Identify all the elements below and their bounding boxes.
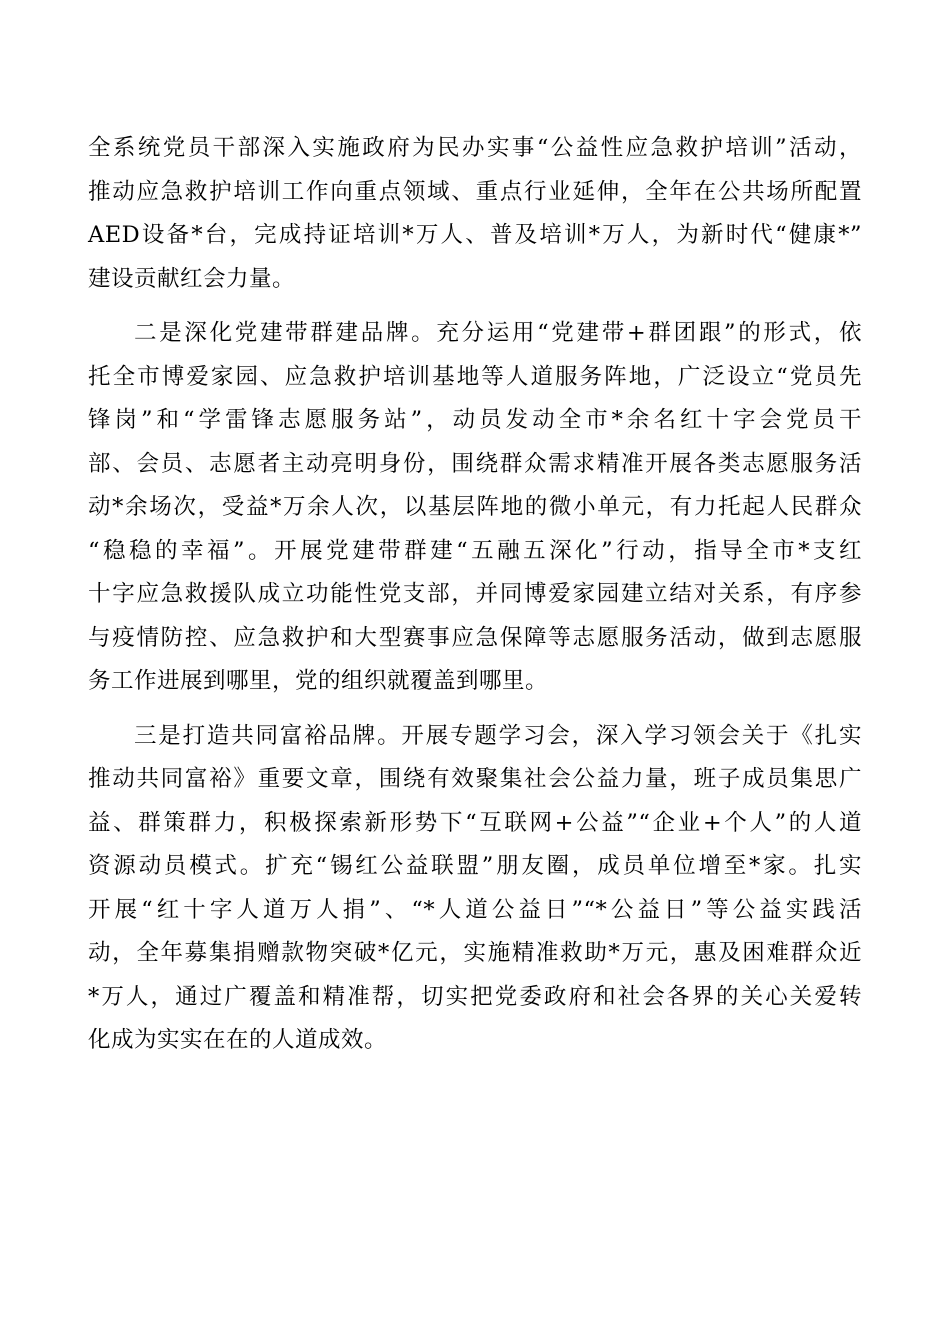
text-line: 化成为实实在在的人道成效。	[88, 1027, 388, 1053]
text-line: 资源动员模式。扩充“锡红公益联盟”朋友圈，成员单位增至*家。扎实	[88, 853, 862, 879]
text-line: 十字应急救援队成立功能性党支部，并同博爱家园建立结对关系，有序参	[88, 581, 862, 607]
text-line: 二是深化党建带群建品牌。充分运用“党建带+群团跟”的形式，依	[134, 320, 862, 346]
text-line: AED设备*台，完成持证培训*万人、普及培训*万人，为新时代“健康*”	[88, 222, 862, 248]
paragraph-3	[88, 715, 862, 1063]
text-line: 三是打造共同富裕品牌。开展专题学习会，深入学习领会关于《扎实	[134, 722, 862, 749]
text-line: 务工作进展到哪里，党的组织就覆盖到哪里。	[88, 668, 549, 694]
text-line: 开展“红十字人道万人捐”、“*人道公益日”“*公益日”等公益实践活	[88, 896, 862, 923]
document-body	[88, 127, 862, 1074]
text-line: 推动应急救护培训工作向重点领域、重点行业延伸，全年在公共场所配置	[88, 178, 862, 205]
text-line: 动*余场次，受益*万余人次，以基层阵地的微小单元，有力托起人民群众	[88, 494, 862, 520]
text-line: 托全市博爱家园、应急救护培训基地等人道服务阵地，广泛设立“党员先	[88, 363, 862, 390]
text-line: 益、群策群力，积极探索新形势下“互联网+公益”“企业+个人”的人道	[88, 809, 862, 836]
text-line: 与疫情防控、应急救护和大型赛事应急保障等志愿服务活动，做到志愿服	[88, 624, 862, 651]
text-line: *万人，通过广覆盖和精准帮，切实把党委政府和社会各界的关心关爱转	[88, 983, 862, 1010]
text-line: 部、会员、志愿者主动亮明身份，围绕群众需求精准开展各类志愿服务活	[88, 450, 862, 477]
text-line: 锋岗”和“学雷锋志愿服务站”，动员发动全市*余名红十字会党员干	[88, 407, 862, 433]
paragraph-1	[88, 127, 862, 301]
text-line: 推动共同富裕》重要文章，围绕有效聚集社会公益力量，班子成员集思广	[88, 766, 862, 792]
text-line: 全系统党员干部深入实施政府为民办实事“公益性应急救护培训”活动，	[88, 135, 862, 161]
paragraph-2	[88, 312, 862, 704]
text-line: 建设贡献红会力量。	[88, 265, 296, 292]
text-line: “稳稳的幸福”。开展党建带群建“五融五深化”行动，指导全市*支红	[88, 537, 862, 564]
text-line: 动，全年募集捐赠款物突破*亿元，实施精准救助*万元，惠及困难群众近	[88, 940, 862, 966]
